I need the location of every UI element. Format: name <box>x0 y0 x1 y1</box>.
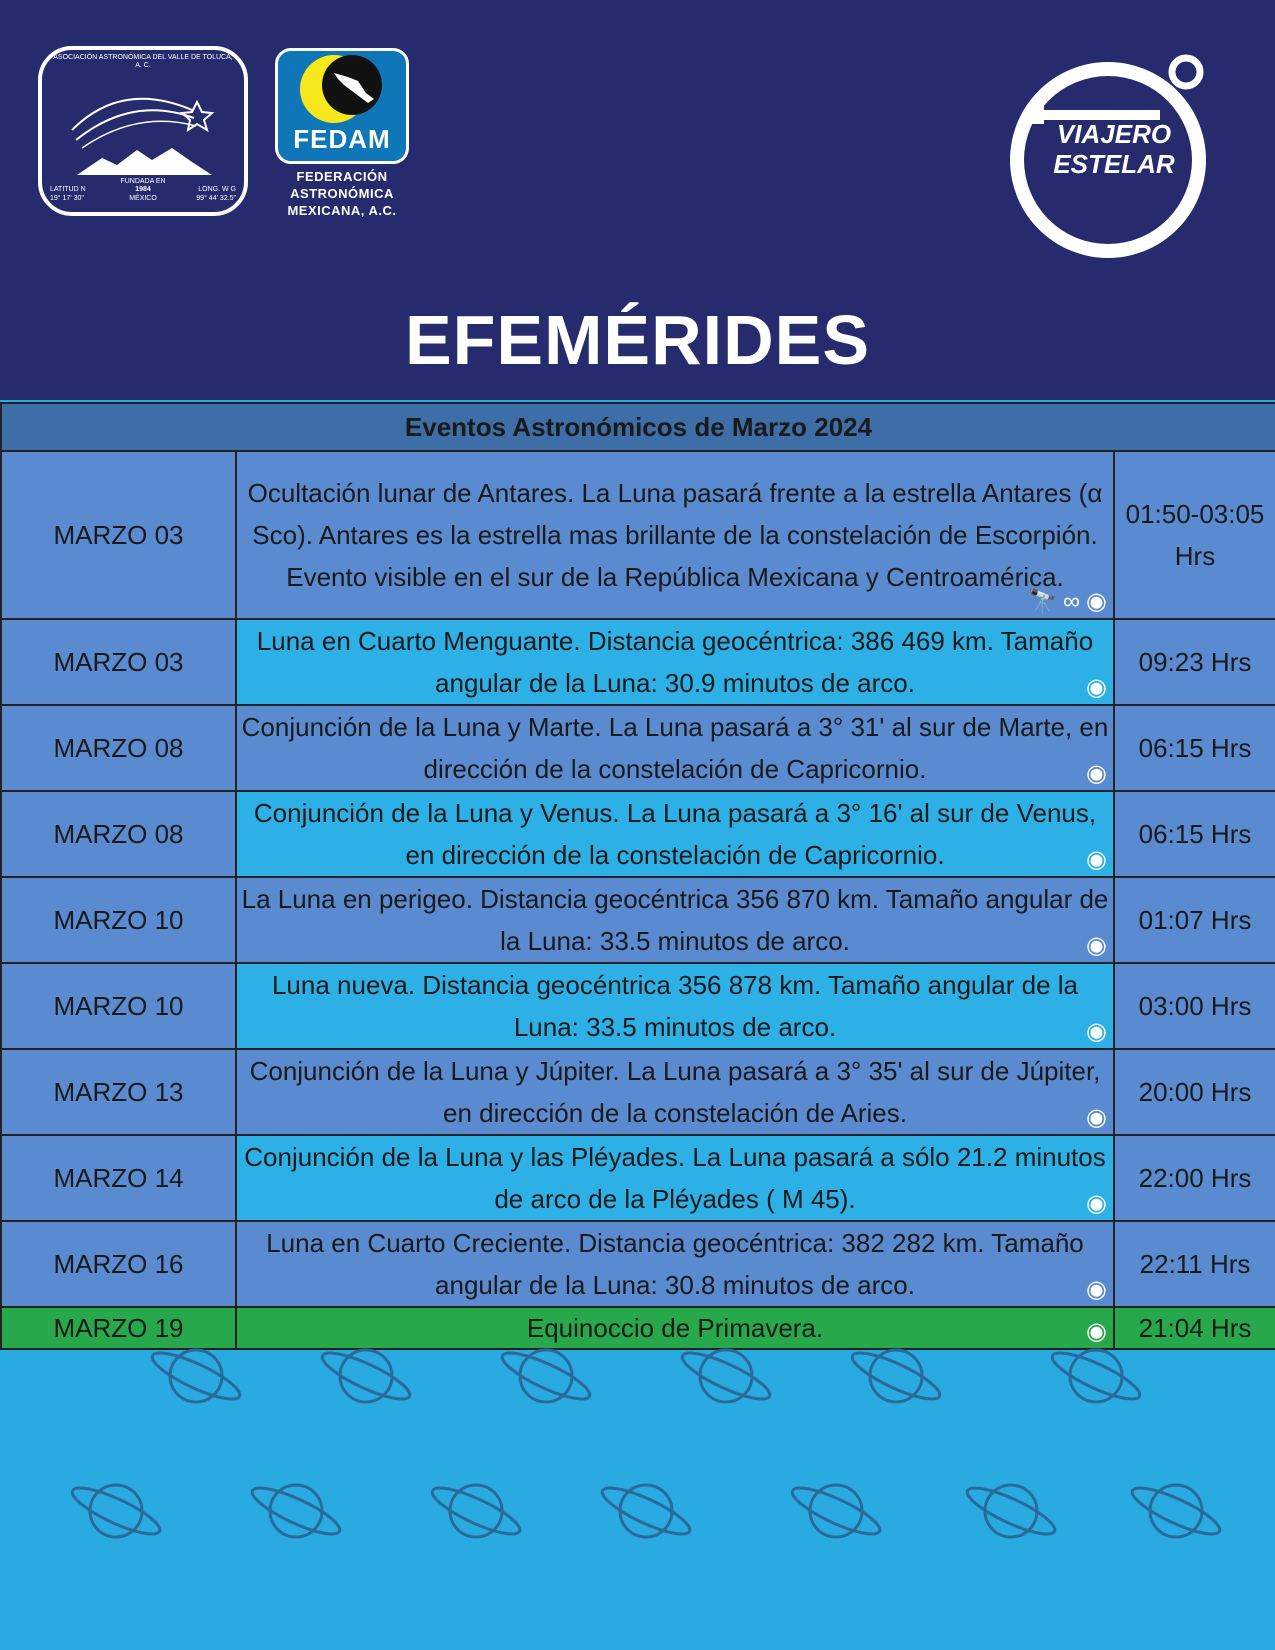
eye-icon: ◉ <box>1086 588 1107 615</box>
event-description-cell <box>236 1049 1114 1135</box>
table-row <box>1 1049 1275 1135</box>
eye-icon: ◉ <box>1086 674 1107 701</box>
planet-pattern-background <box>0 1330 1275 1650</box>
avt-country: MÉXICO <box>129 195 157 202</box>
fedam-line1: FEDERACIÓN <box>296 169 388 184</box>
planet-icon <box>147 1345 244 1407</box>
planet-icon <box>1127 1480 1224 1542</box>
planet-icon <box>962 1480 1059 1542</box>
fedam-logo <box>272 48 412 219</box>
event-date: MARZO 03 <box>1 619 236 705</box>
eye-icon: ◉ <box>1086 760 1107 787</box>
eye-icon: ◉ <box>1086 932 1107 959</box>
visibility-icons <box>1086 1192 1107 1216</box>
planet-icon <box>497 1345 594 1407</box>
visibility-icons <box>1086 676 1107 700</box>
avt-founded-label: FUNDADA EN <box>120 178 166 185</box>
event-date: MARZO 08 <box>1 791 236 877</box>
eye-icon: ◉ <box>1086 1104 1107 1131</box>
planet-icon <box>427 1480 524 1542</box>
event-description-cell <box>236 1135 1114 1221</box>
planet-icon <box>247 1480 344 1542</box>
event-date: MARZO 10 <box>1 963 236 1049</box>
event-time: 06:15 Hrs <box>1114 791 1275 877</box>
event-description: Ocultación lunar de Antares. La Luna pasará frente a la estrella Antares (α Sco). Antares es la estrella mas brillante de la constelación de Escorpión. Evento visible en el sur de la República Mexicana y Centroamérica. <box>247 478 1103 592</box>
table-caption: Eventos Astronómicos de Marzo 2024 <box>1 403 1275 451</box>
avt-logo <box>38 46 248 216</box>
event-date: MARZO 10 <box>1 877 236 963</box>
event-description: Luna nueva. Distancia geocéntrica 356 878 km. Tamaño angular de la Luna: 33.5 minutos de arco. <box>271 970 1079 1042</box>
visibility-icons <box>1086 1278 1107 1302</box>
avt-latitude: 19° 17' 30" <box>50 195 84 202</box>
event-description: Conjunción de la Luna y Júpiter. La Luna pasará a 3° 35' al sur de Júpiter, en dirección de la constelación de Aries. <box>249 1056 1101 1128</box>
event-description: Conjunción de la Luna y Marte. La Luna pasará a 3° 31' al sur de Marte, en dirección de la constelación de Capricornio. <box>241 712 1109 784</box>
event-description-cell <box>236 705 1114 791</box>
event-date: MARZO 13 <box>1 1049 236 1135</box>
event-time: 09:23 Hrs <box>1114 619 1275 705</box>
header-banner <box>0 0 1275 400</box>
event-time: 22:00 Hrs <box>1114 1135 1275 1221</box>
event-time: 21:04 Hrs <box>1114 1307 1275 1349</box>
event-description: La Luna en perigeo. Distancia geocéntrica 356 870 km. Tamaño angular de la Luna: 33.5 minutos de arco. <box>241 884 1109 956</box>
avt-longitude: 99° 44' 32.5" <box>196 195 236 202</box>
viajero-line2: ESTELAR <box>1053 149 1175 179</box>
visibility-icons <box>1086 1106 1107 1130</box>
visibility-icons <box>1027 590 1107 614</box>
avt-name: ASOCIACIÓN ASTRONÓMICA DEL VALLE DE TOLUCA, A. C. <box>53 54 233 69</box>
table-row <box>1 1221 1275 1307</box>
fedam-line3: MEXICANA, A.C. <box>287 203 397 218</box>
visibility-icons <box>1086 1020 1107 1044</box>
event-time: 22:11 Hrs <box>1114 1221 1275 1307</box>
planet-icon <box>677 1345 774 1407</box>
event-description-cell <box>236 963 1114 1049</box>
table-caption-row <box>1 403 1275 451</box>
fedam-name: FEDAM <box>293 124 391 154</box>
viajero-line1: VIAJERO <box>1056 119 1172 149</box>
table-row <box>1 451 1275 619</box>
event-description-cell <box>236 1221 1114 1307</box>
viajero-estelar-logo <box>1000 32 1220 262</box>
fedam-emblem <box>275 48 409 164</box>
event-date: MARZO 03 <box>1 451 236 619</box>
planet-icon <box>67 1480 164 1542</box>
event-description-cell <box>236 791 1114 877</box>
planet-icon <box>317 1345 414 1407</box>
event-time: 03:00 Hrs <box>1114 963 1275 1049</box>
planet-icon <box>847 1345 944 1407</box>
event-date: MARZO 16 <box>1 1221 236 1307</box>
avt-founded-year: 1984 <box>135 186 151 193</box>
telescope-icon: 🔭 <box>1027 588 1057 615</box>
event-description: Conjunción de la Luna y las Pléyades. La Luna pasará a sólo 21.2 minutos de arco de la Pléyades ( M 45). <box>244 1142 1106 1214</box>
table-row <box>1 619 1275 705</box>
planet-icon <box>1047 1345 1144 1407</box>
eye-icon: ◉ <box>1086 1190 1107 1217</box>
table-row <box>1 705 1275 791</box>
page-title: EFEMÉRIDES <box>404 301 871 379</box>
avt-latitude-label: LATITUD N <box>50 186 86 193</box>
event-description: Luna en Cuarto Menguante. Distancia geocéntrica: 386 469 km. Tamaño angular de la Luna: 30.9 minutos de arco. <box>256 626 1094 698</box>
event-date: MARZO 14 <box>1 1135 236 1221</box>
event-description: Equinoccio de Primavera. <box>526 1313 824 1343</box>
eye-icon: ◉ <box>1086 1318 1107 1345</box>
avt-longitude-label: LONG. W G <box>198 186 236 193</box>
event-date: MARZO 08 <box>1 705 236 791</box>
eye-icon: ◉ <box>1086 1018 1107 1045</box>
event-time: 01:50-03:05 Hrs <box>1114 451 1275 619</box>
event-time: 01:07 Hrs <box>1114 877 1275 963</box>
eye-icon: ◉ <box>1086 846 1107 873</box>
event-description-cell <box>236 877 1114 963</box>
events-table <box>0 402 1275 1350</box>
fedam-line2: ASTRONÓMICA <box>290 186 394 201</box>
table-row <box>1 963 1275 1049</box>
planet-icon <box>597 1480 694 1542</box>
visibility-icons <box>1086 934 1107 958</box>
visibility-icons <box>1086 848 1107 872</box>
event-description: Conjunción de la Luna y Venus. La Luna pasará a 3° 16' al sur de Venus, en dirección de la constelación de Capricornio. <box>253 798 1097 870</box>
table-row <box>1 877 1275 963</box>
eye-icon: ◉ <box>1086 1276 1107 1303</box>
planet-icon <box>787 1480 884 1542</box>
event-description: Luna en Cuarto Creciente. Distancia geocéntrica: 382 282 km. Tamaño angular de la Luna: 30.8 minutos de arco. <box>266 1228 1084 1300</box>
event-time: 06:15 Hrs <box>1114 705 1275 791</box>
binoculars-icon: ∞ <box>1062 588 1081 615</box>
table-row <box>1 1135 1275 1221</box>
event-time: 20:00 Hrs <box>1114 1049 1275 1135</box>
event-date: MARZO 19 <box>1 1307 236 1349</box>
event-description-cell <box>236 451 1114 619</box>
event-description-cell <box>236 619 1114 705</box>
table-row <box>1 791 1275 877</box>
visibility-icons <box>1086 762 1107 786</box>
